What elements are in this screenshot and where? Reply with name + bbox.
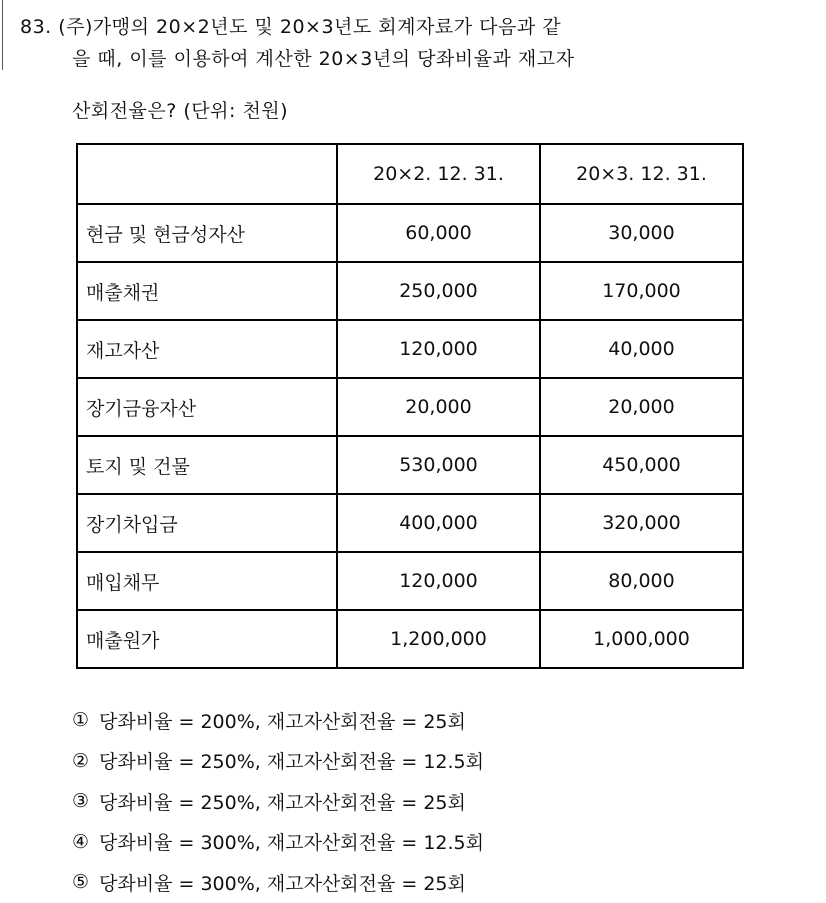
choice-number-1: ①	[72, 709, 90, 732]
value-20x3: 170,000	[540, 262, 743, 320]
choice-text: 당좌비율 = 250%, 재고자산회전율 = 25회	[99, 791, 466, 814]
table-row	[77, 552, 743, 610]
value-20x3: 80,000	[540, 552, 743, 610]
financial-data-table	[76, 143, 744, 669]
value-20x2: 400,000	[337, 494, 540, 552]
value-20x2: 1,200,000	[337, 610, 540, 668]
row-label: 현금 및 현금성자산	[77, 204, 337, 262]
row-label: 장기차입금	[77, 494, 337, 552]
table-header-row	[77, 144, 743, 204]
choice-text: 당좌비율 = 300%, 재고자산회전율 = 12.5회	[99, 832, 484, 855]
choice-number-5: ⑤	[72, 871, 90, 894]
choice-5[interactable]	[72, 862, 484, 903]
header-cell-20x2: 20×2. 12. 31.	[337, 144, 540, 204]
table-row	[77, 436, 743, 494]
row-label: 장기금융자산	[77, 378, 337, 436]
question-text-line-3: 산회전율은? (단위: 천원)	[72, 100, 289, 122]
table-row	[77, 320, 743, 378]
value-20x2: 250,000	[337, 262, 540, 320]
choice-text: 당좌비율 = 200%, 재고자산회전율 = 25회	[99, 710, 466, 733]
value-20x3: 320,000	[540, 494, 743, 552]
choice-2[interactable]	[72, 741, 484, 782]
header-cell-empty	[77, 144, 337, 204]
row-label: 매입채무	[77, 552, 337, 610]
choice-1[interactable]	[72, 700, 484, 741]
table-row	[77, 378, 743, 436]
row-label: 매출원가	[77, 610, 337, 668]
value-20x3: 20,000	[540, 378, 743, 436]
value-20x2: 530,000	[337, 436, 540, 494]
table-row	[77, 610, 743, 668]
choice-number-2: ②	[72, 749, 90, 772]
question-text-line-1: 83. (주)가맹의 20×2년도 및 20×3년도 회계자료가 다음과 같	[20, 16, 562, 38]
choice-3[interactable]	[72, 781, 484, 822]
choice-text: 당좌비율 = 250%, 재고자산회전율 = 12.5회	[99, 751, 484, 774]
value-20x2: 120,000	[337, 320, 540, 378]
table-row	[77, 494, 743, 552]
answer-choices	[72, 700, 484, 903]
table-row	[77, 204, 743, 262]
value-20x3: 1,000,000	[540, 610, 743, 668]
value-20x2: 60,000	[337, 204, 540, 262]
row-label: 매출채권	[77, 262, 337, 320]
table-row	[77, 262, 743, 320]
value-20x2: 20,000	[337, 378, 540, 436]
choice-4[interactable]	[72, 822, 484, 863]
value-20x2: 120,000	[337, 552, 540, 610]
choice-number-3: ③	[72, 790, 90, 813]
row-label: 재고자산	[77, 320, 337, 378]
header-cell-20x3: 20×3. 12. 31.	[540, 144, 743, 204]
row-label: 토지 및 건물	[77, 436, 337, 494]
value-20x3: 40,000	[540, 320, 743, 378]
value-20x3: 30,000	[540, 204, 743, 262]
choice-text: 당좌비율 = 300%, 재고자산회전율 = 25회	[99, 872, 466, 895]
margin-rule	[2, 0, 3, 70]
value-20x3: 450,000	[540, 436, 743, 494]
question-text-line-2: 을 때, 이를 이용하여 계산한 20×3년의 당좌비율과 재고자	[72, 48, 575, 70]
choice-number-4: ④	[72, 830, 90, 853]
